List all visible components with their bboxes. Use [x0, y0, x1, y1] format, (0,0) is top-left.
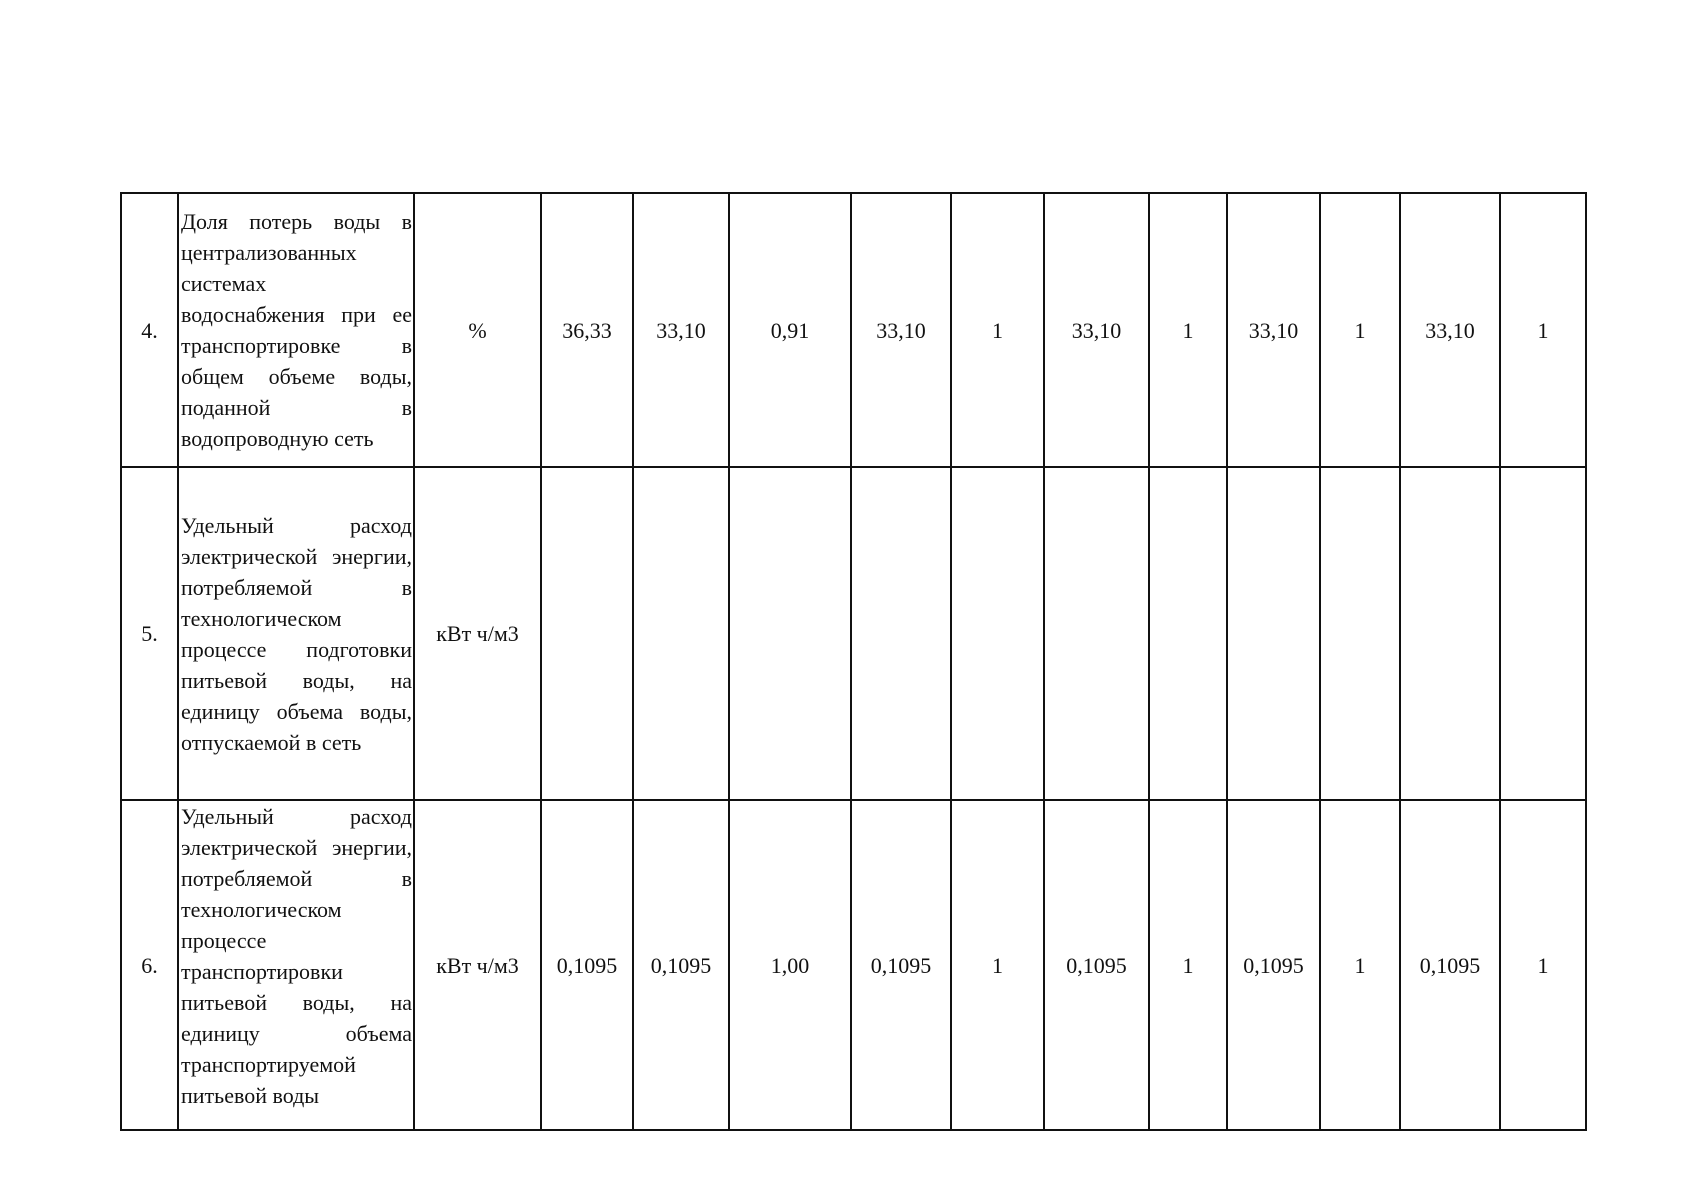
- value-cell: 0,1095: [633, 800, 729, 1130]
- value-cell: 0,1095: [1227, 800, 1320, 1130]
- value-cell: 33,10: [851, 193, 951, 467]
- value-cell: [1044, 467, 1149, 800]
- value-cell: 1: [1320, 800, 1400, 1130]
- indicator-name: Доля потерь воды в централизованных системах водоснабжения при ее транспортировке в общем объеме воды, поданной в водопроводную сеть: [178, 193, 414, 467]
- value-cell: 1: [1149, 800, 1227, 1130]
- value-cell: 1: [1500, 800, 1586, 1130]
- value-cell: 0,1095: [1044, 800, 1149, 1130]
- value-cell: 1: [1500, 193, 1586, 467]
- indicator-name: Удельный расход электрической энергии, потребляемой в технологическом процессе подготовки питьевой воды, на единицу объема воды, отпускаемой в сеть: [178, 467, 414, 800]
- value-cell: 33,10: [1227, 193, 1320, 467]
- value-cell: 1: [951, 193, 1044, 467]
- unit-cell: кВт ч/м3: [414, 800, 541, 1130]
- row-number: 4.: [121, 193, 178, 467]
- value-cell: 1: [1149, 193, 1227, 467]
- value-cell: 1: [951, 800, 1044, 1130]
- unit-cell: %: [414, 193, 541, 467]
- value-cell: 36,33: [541, 193, 633, 467]
- value-cell: [1149, 467, 1227, 800]
- value-cell: [541, 467, 633, 800]
- table-row: [121, 467, 1586, 800]
- value-cell: [1227, 467, 1320, 800]
- table-row: [121, 800, 1586, 1130]
- indicators-table: [120, 192, 1587, 1131]
- value-cell: 33,10: [633, 193, 729, 467]
- value-cell: [1500, 467, 1586, 800]
- value-cell: [951, 467, 1044, 800]
- value-cell: [729, 467, 851, 800]
- value-cell: 0,1095: [1400, 800, 1500, 1130]
- value-cell: 1,00: [729, 800, 851, 1130]
- value-cell: [633, 467, 729, 800]
- value-cell: 33,10: [1400, 193, 1500, 467]
- value-cell: 0,1095: [541, 800, 633, 1130]
- value-cell: 0,91: [729, 193, 851, 467]
- row-number: 6.: [121, 800, 178, 1130]
- unit-cell: кВт ч/м3: [414, 467, 541, 800]
- value-cell: [1320, 467, 1400, 800]
- value-cell: [1400, 467, 1500, 800]
- value-cell: 0,1095: [851, 800, 951, 1130]
- row-number: 5.: [121, 467, 178, 800]
- value-cell: 33,10: [1044, 193, 1149, 467]
- indicator-name: Удельный расход электрической энергии, потребляемой в технологическом процессе транспортировки питьевой воды, на единицу объема транспортируемой питьевой воды: [178, 800, 414, 1130]
- value-cell: 1: [1320, 193, 1400, 467]
- value-cell: [851, 467, 951, 800]
- table-row: [121, 193, 1586, 467]
